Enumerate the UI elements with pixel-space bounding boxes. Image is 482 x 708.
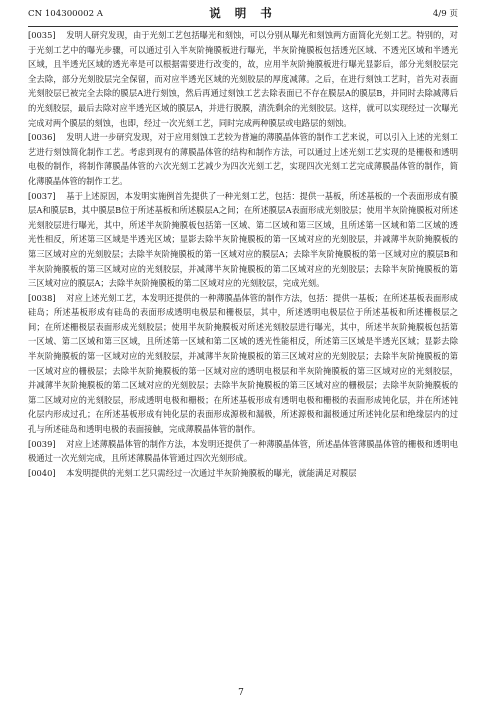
paragraph-number: [0035] — [28, 30, 56, 40]
paragraph-number: [0039] — [28, 438, 56, 449]
paragraph-text: 基于上述原因，本发明实施例首先提供了一种光刻工艺，包括：提供一基板，所述基板的一个表面形成有膜层A和膜层B，其中膜层B位于所述基板和所述膜层A之间；在所述膜层A表面形成光刻胶层；使用半灰阶掩膜板对所述光刻胶层进行曝光，其中，所述半灰阶掩膜板包括第一区域、第二区域和第三区域，且所述第一区域和第二区域的透光性相反，所述第三区域是半透光区域；显影去除半灰阶掩膜板的第一区域对应的光刻胶层，并减薄半灰阶掩膜板的第三区域对应的光刻胶层；去除半灰阶掩膜板的第一区域对应的膜层A；去除半灰阶掩膜板的第一区域对应的膜层B和半灰阶掩膜板的第三区域对应的光刻胶层，并减薄半灰阶掩膜板的第二区域对应的光刻胶层；去除半灰阶掩膜板的第三区域对应的膜层A；去除半灰阶掩膜板的第二区域对应的光刻胶层，完成光刻。 — [28, 190, 458, 289]
paragraph-0035 — [28, 28, 458, 130]
paragraph-text: 对应上述薄膜晶体管的制作方法，本发明还提供了一种薄膜晶体管，所述晶体管薄膜晶体管的栅极和透明电极通过一次光刻完成，且所述薄膜晶体管通过四次光刻形成。 — [28, 438, 458, 464]
paragraph-text: 本发明提供的光刻工艺只需经过一次通过半灰阶掩膜板的曝光，就能满足对膜层 — [66, 467, 357, 478]
page-number: 7 — [238, 688, 244, 698]
page-header — [28, 4, 458, 24]
page-indicator: 4/9 页 — [432, 8, 458, 19]
document-title: 说 明 书 — [209, 6, 277, 21]
paragraph-text: 发明人进一步研究发现，对于应用刻蚀工艺较为普遍的薄膜晶体管的制作工艺来说，可以引入上述的光刻工艺进行刻蚀简化制作工艺。考虑到现有的薄膜晶体管的结构和制作方法，可以通过上述光刻工艺实现的是栅极和透明电极的制作，将制作薄膜晶体管的六次光刻工艺减少为四次光刻工艺，实现四次光刻工艺完成薄膜晶体管的制作，简化薄膜晶体管的制作工艺。 — [28, 132, 458, 186]
description-body — [28, 28, 458, 708]
paragraph-0039 — [28, 437, 458, 466]
paragraph-number: [0038] — [28, 292, 56, 303]
paragraph-0036 — [28, 130, 458, 188]
paragraph-text: 发明人研究发现，由于光刻工艺包括曝光和刻蚀，可以分别从曝光和刻蚀两方面简化光刻工艺。特别的，对于光刻工艺中的曝光步骤，可以通过引入半灰阶掩膜板进行曝光，半灰阶掩膜板包括透光区域、不透光区域和半透光区域，且半透光区域的透光率是可以根据需要进行改变的，故，应用半灰阶掩膜板进行曝光显影后，部分光刻胶层完全去除，部分光刻胶层完全保留，而对应半透光区域的光刻胶层的厚度减薄。之后，在进行刻蚀工艺时，首先对表面光刻胶层已被完全去除的膜层A进行刻蚀，然后再通过刻蚀工艺去除表面已不存在膜层A的膜层B，并同时去除减薄后的光刻胶层，最后去除对应半透光区域的膜层A，并进行脱膜，清洗剩余的光刻胶层。这样，就可以实现经过一次曝光完成对两个膜层的刻蚀，也即，经过一次光刻工艺，同时完成两种膜层或电路层的刻蚀。 — [28, 30, 458, 128]
paragraph-0038 — [28, 291, 458, 437]
paragraph-text: 对应上述光刻工艺，本发明还提供的一种薄膜晶体管的制作方法，包括：提供一基板；在所述基板表面形成硅岛；所述基板形成有硅岛的表面形成透明电极层和栅极层，其中，所述透明电极层位于所述基板和所述栅极层之间；在所述栅极层表面形成光刻胶层；使用半灰阶掩膜板对所述光刻胶层进行曝光，其中，所述半灰阶掩膜板包括第一区域、第二区域和第三区域，且所述第一区域和第二区域的透光性能相反，所述第三区域是半透光区域；显影去除半灰阶掩膜板的第一区域对应的光刻胶层，并减薄半灰阶掩膜板的第三区域对应的光刻胶层；去除半灰阶掩膜板的第一区域对应的栅极层；去除半灰阶掩膜板的第一区域对应的透明电极层和半灰阶掩膜板的第三区域对应的光刻胶层，并减薄半灰阶掩膜板的第二区域对应的光刻胶层；去除半灰阶掩膜板的第三区域对应的栅极层；去除半灰阶掩膜板的第二区域对应的光刻胶层，形成透明电极和栅极；在所述基板形成有透明电极和栅极的表面形成钝化层，并在所述钝化层内形成过孔；在所述基板形成有钝化层的表面形成源极和漏极，所述源极和漏极通过所述钝化层和绝缘层内的过孔与所述硅岛和透明电极的表面接触，完成薄膜晶体管的制作。 — [28, 292, 458, 435]
paragraph-number: [0036] — [28, 132, 56, 143]
paragraph-number: [0037] — [28, 190, 56, 201]
paragraph-0037 — [28, 189, 458, 291]
header-rule — [28, 26, 458, 27]
paragraph-number: [0040] — [28, 467, 56, 478]
patent-number: CN 104300002 A — [28, 8, 103, 19]
paragraph-0040 — [28, 466, 458, 481]
